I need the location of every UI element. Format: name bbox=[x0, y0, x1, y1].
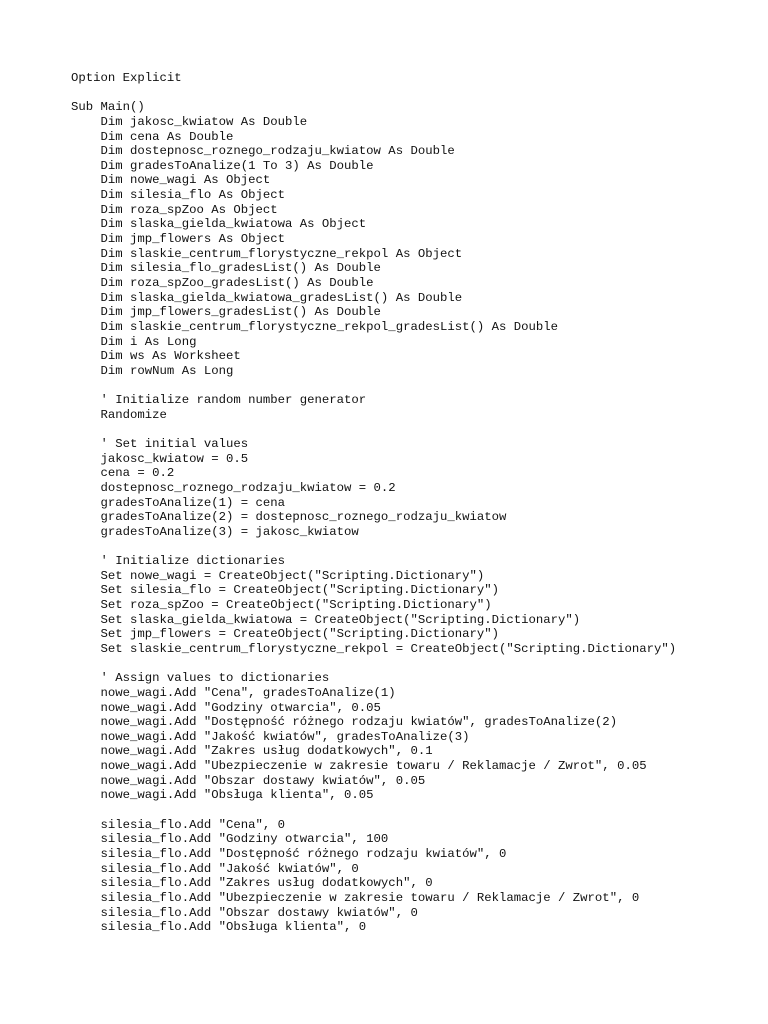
code-line: Dim slaska_gielda_kwiatowa_gradesList() As Double bbox=[71, 290, 463, 305]
code-line: Dim silesia_flo As Object bbox=[71, 188, 286, 203]
code-line: Dim slaska_gielda_kwiatowa As Object bbox=[71, 217, 367, 232]
code-line: silesia_flo.Add "Zakres usług dodatkowych", 0 bbox=[71, 876, 433, 891]
code-line: Sub Main() bbox=[71, 100, 145, 115]
code-line: nowe_wagi.Add "Jakość kwiatów", gradesToAnalize(3) bbox=[71, 729, 470, 744]
code-line: Dim slaskie_centrum_florystyczne_rekpol As Object bbox=[71, 246, 463, 261]
code-line: Set silesia_flo = CreateObject("Scripting.Dictionary") bbox=[71, 583, 500, 598]
code-line bbox=[71, 86, 676, 101]
code-line: Dim roza_spZoo As Object bbox=[71, 202, 278, 217]
code-line: Dim roza_spZoo_gradesList() As Double bbox=[71, 275, 374, 290]
code-line: jakosc_kwiatow = 0.5 bbox=[71, 451, 249, 466]
code-line: Dim silesia_flo_gradesList() As Double bbox=[71, 261, 381, 276]
code-line: nowe_wagi.Add "Ubezpieczenie w zakresie towaru / Reklamacje / Zwrot", 0.05 bbox=[71, 759, 647, 774]
code-line: nowe_wagi.Add "Obsługa klienta", 0.05 bbox=[71, 788, 374, 803]
code-line: Dim i As Long bbox=[71, 334, 197, 349]
code-line: Option Explicit bbox=[71, 71, 182, 85]
code-line: Set jmp_flowers = CreateObject("Scripting.Dictionary") bbox=[71, 627, 500, 642]
code-line: Dim dostepnosc_roznego_rodzaju_kwiatow As Double bbox=[71, 144, 455, 159]
code-line: Dim jakosc_kwiatow As Double bbox=[71, 114, 308, 129]
code-listing bbox=[71, 71, 676, 935]
code-line: Dim ws As Worksheet bbox=[71, 349, 241, 364]
code-line bbox=[71, 803, 676, 818]
code-line: cena = 0.2 bbox=[71, 466, 175, 481]
code-line: Set roza_spZoo = CreateObject("Scripting.Dictionary") bbox=[71, 598, 492, 613]
code-line: Randomize bbox=[71, 407, 167, 422]
code-line: gradesToAnalize(1) = cena bbox=[71, 495, 286, 510]
code-line: nowe_wagi.Add "Obszar dostawy kwiatów", 0.05 bbox=[71, 773, 426, 788]
code-line: dostepnosc_roznego_rodzaju_kwiatow = 0.2 bbox=[71, 480, 396, 495]
code-line: Dim cena As Double bbox=[71, 129, 234, 144]
code-line bbox=[71, 422, 676, 437]
code-line: gradesToAnalize(3) = jakosc_kwiatow bbox=[71, 524, 359, 539]
code-line: Dim jmp_flowers As Object bbox=[71, 232, 286, 247]
code-line: silesia_flo.Add "Jakość kwiatów", 0 bbox=[71, 861, 359, 876]
code-line bbox=[71, 378, 676, 393]
code-line: silesia_flo.Add "Ubezpieczenie w zakresie towaru / Reklamacje / Zwrot", 0 bbox=[71, 890, 640, 905]
code-line: ' Assign values to dictionaries bbox=[71, 671, 330, 686]
code-line: nowe_wagi.Add "Zakres usług dodatkowych", 0.1 bbox=[71, 744, 433, 759]
code-line: nowe_wagi.Add "Godziny otwarcia", 0.05 bbox=[71, 700, 381, 715]
code-line: Dim rowNum As Long bbox=[71, 363, 234, 378]
code-line: Dim gradesToAnalize(1 To 3) As Double bbox=[71, 158, 374, 173]
code-line bbox=[71, 657, 676, 672]
code-line: silesia_flo.Add "Godziny otwarcia", 100 bbox=[71, 832, 389, 847]
code-line: nowe_wagi.Add "Cena", gradesToAnalize(1) bbox=[71, 685, 396, 700]
code-line: silesia_flo.Add "Obsługa klienta", 0 bbox=[71, 920, 367, 935]
code-line: ' Initialize dictionaries bbox=[71, 554, 286, 569]
code-line: silesia_flo.Add "Obszar dostawy kwiatów", 0 bbox=[71, 905, 418, 920]
code-line: Set nowe_wagi = CreateObject("Scripting.Dictionary") bbox=[71, 568, 485, 583]
code-line: gradesToAnalize(2) = dostepnosc_roznego_rodzaju_kwiatow bbox=[71, 510, 507, 525]
code-line: silesia_flo.Add "Dostępność różnego rodzaju kwiatów", 0 bbox=[71, 846, 507, 861]
code-line: Set slaska_gielda_kwiatowa = CreateObject("Scripting.Dictionary") bbox=[71, 612, 581, 627]
code-line: Dim slaskie_centrum_florystyczne_rekpol_gradesList() As Double bbox=[71, 319, 559, 334]
code-line: ' Set initial values bbox=[71, 437, 249, 452]
code-line bbox=[71, 540, 676, 555]
code-line: Set slaskie_centrum_florystyczne_rekpol = CreateObject("Scripting.Dictionary") bbox=[71, 641, 677, 656]
code-line: ' Initialize random number generator bbox=[71, 393, 367, 408]
code-line: Dim nowe_wagi As Object bbox=[71, 173, 271, 188]
code-line: Dim jmp_flowers_gradesList() As Double bbox=[71, 305, 381, 320]
code-line: silesia_flo.Add "Cena", 0 bbox=[71, 817, 286, 832]
code-line: nowe_wagi.Add "Dostępność różnego rodzaju kwiatów", gradesToAnalize(2) bbox=[71, 715, 618, 730]
